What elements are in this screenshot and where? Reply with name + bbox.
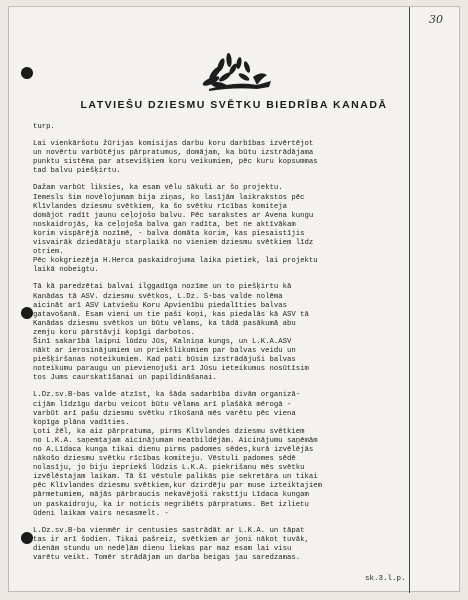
paragraph-5: L.Dz.sv.B-ba vienmēr ir centusies sastrādāt ar L.K.A. un tāpat tas ir arī šodien. Tikai pašreiz, svētkiem ar joni nākot tuvāk, dienām stundu un nedēļām dienu liekas par maz esam lai visu varētu veikt. Tomēr strādājam un darba beigas jau saredzamas. — [33, 526, 309, 563]
paragraph-4: L.Dz.sv.B-bas valde atzīst, ka šāda sadarbība divām organizā- cijām līdzīgu darbu veicot būtu vēlama arī plašākā mērogā - varbūt arī pašu dziesmu svētku rīkošanā mēs varētu pēc viena kopīga plāna vadīties. Ļoti žēl, ka aiz pārpratuma, pirms Klīvlandes dziesmu svētkiem no L.K.A. saņemtajam aicinājumam neatbildējām. Aicinājumu saņēmām no A.Līdaca kunga tikai dienu pirms padomes sēdes,kurā izvēlējās nākošo dziesmu svētku rīcības komiteju. Vēstuli padomes sēdē nolasīju, jo biju iepriekš lūdzis L.K.A. piekrišanu mēs svētku izvēlēstajam laikam. Tā šī vēstule palikās pie sekretāra un tikai pēc Klīvlandes dziesmu svētkiem,kur dzirdēju par muse izteiktajiem pārmetumiem, mājās pārbraucis nekavējoši rakstīju Līdaca kungam un paskaidroju, ka ir noticis negribēts pārpratums. Bet izlietu ūdeni laikam vairs nesasmelt. - — [33, 391, 323, 518]
punch-hole-bottom — [21, 532, 33, 544]
paragraph-1: Lai vienkāršotu žūrijas komisijas darbu koru darbības izvērtējot un novērtu varbūtējus pārpratumus, domājam, ka būtu izstrādājama punktu sistēma par atsevišķiem koru veikumiem, pēc kuru kopsummas tad balvu piešķirtu. — [33, 140, 318, 176]
margin-rule — [409, 7, 410, 593]
paragraph-2: Dažam varbūt liksies, ka esam vēlu sākuši ar šo projektu. Iemesls šim novēlojumam bija ziņas, ko lasījām laikrakstos pēc Klīvlandes dziesmu svētkiem, ka šo svētku rīcības komiteja domājot radīt jaunu ceļojošo balvu. Pēc sarakstes ar Avena kungu noskaidrojās, ka ceļojoša balva gan radīta, bet ne aktīvākam korim vispārējā nozīmē, - balva domāta korim, kas piesaistījis visvairāk dziedātāju starplaikā no vieniem dziesmu svētkiem līdz otriem. Pēc kokgriezēja H.Herca paskaidrojuma laika pietiek, lai projektu laikā nobeigtu. — [33, 184, 318, 275]
continuation-mark: sk.3.l.p. — [365, 575, 406, 583]
page-number: 30 — [429, 13, 443, 26]
punch-hole-top — [21, 67, 33, 79]
laurel-branch-emblem-icon — [195, 51, 277, 95]
letter-body — [33, 123, 405, 571]
document-page — [8, 6, 460, 592]
organization-title: LATVIEŠU DZIESMU SVĒTKU BIEDRĪBA KANADĀ — [80, 99, 388, 111]
punch-hole-middle — [21, 307, 33, 319]
salutation: turp. — [33, 123, 55, 131]
paragraph-3: Tā kā paredzētai balvai ilggadīga nozīme un to piešķirtu kā Kanādas tā ASV. dziesmu svētkos, L.Dz. S-bas valde nolēma aicināt arī ASV Latviešu Koru Apvienību piedalīties balvas gatavošanā. Esam vieni un tie paši koņi, kas piedalās kā ASV tā Kanādas dziesmu svētkos un būtu vēlams, ka tādā pasākumā abu zemju koru pārstāvji kopīgi darbotos. Šinī sakarībā laipni lūdzu Jūs, Kalniņa kungs, un L.K.A.ASV nākt ar ierosinājumiem un priekšlikumiem par balvas veidu un piešķiršanas noteikumiem. Kad pati būsim izstrādājuši balvas noteikumu paraugu un pievienojuši arī Jūsu ieteikumus nosūtīsim tos Jums caurskatīšanai un papildināšanai. — [33, 283, 309, 383]
